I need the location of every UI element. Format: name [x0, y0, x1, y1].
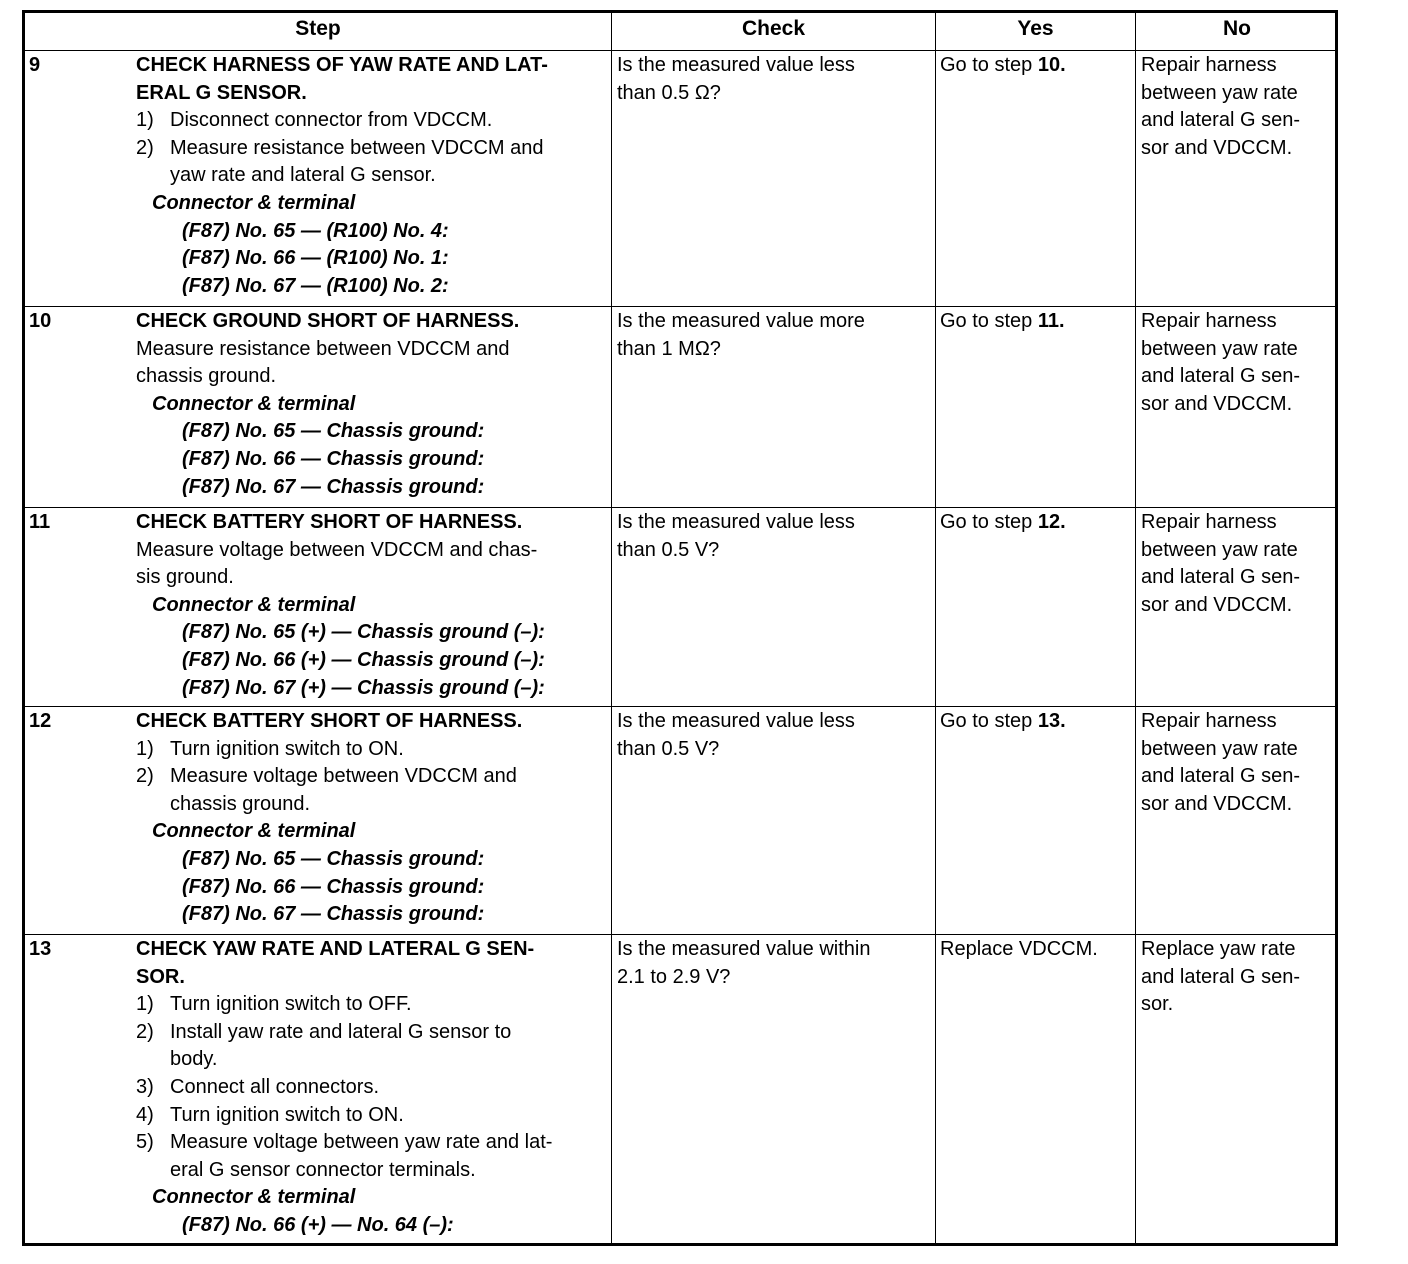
yes-text: [940, 708, 1132, 736]
no-line: and lateral G sen-: [1141, 365, 1300, 388]
check-line: than 0.5 V?: [617, 737, 720, 760]
no-line: sor and VDCCM.: [1141, 392, 1293, 415]
no-line: and lateral G sen-: [1141, 765, 1300, 788]
step-description: [136, 308, 611, 501]
item-text: Turn ignition switch to ON.: [170, 737, 404, 760]
check-line: Is the measured value less: [617, 54, 855, 76]
header-yes: Yes: [1017, 17, 1054, 40]
connector-label: Connector & terminal: [152, 1186, 356, 1209]
list-item: [136, 991, 611, 1019]
item-text: chassis ground.: [170, 792, 311, 815]
column-divider: [611, 13, 612, 1243]
no-line: and lateral G sen-: [1141, 566, 1300, 589]
check-line: Is the measured value within: [617, 938, 871, 960]
step-description: [136, 509, 611, 702]
column-divider: [1135, 13, 1136, 1243]
step-number: 12: [29, 710, 52, 732]
connection: (F87) No. 66 — (R100) No. 1:: [182, 247, 449, 270]
connection: (F87) No. 65 (+) — Chassis ground (–):: [182, 621, 545, 644]
step-title: CHECK HARNESS OF YAW RATE AND LAT-: [136, 54, 548, 76]
step-number: 9: [29, 54, 41, 76]
no-text: [1141, 308, 1336, 418]
yes-step: 10.: [1037, 54, 1066, 76]
list-item: [136, 1129, 611, 1184]
no-line: Replace yaw rate: [1141, 938, 1296, 960]
connector-label: Connector & terminal: [152, 820, 356, 843]
list-item: [136, 1074, 611, 1102]
check-line: than 0.5 Ω?: [617, 81, 721, 104]
yes-text: Replace VDCCM.: [940, 938, 1098, 960]
item-number: 2): [136, 1020, 154, 1043]
item-number: 2): [136, 765, 154, 788]
check-line: than 0.5 V?: [617, 538, 720, 561]
no-line: and lateral G sen-: [1141, 965, 1300, 988]
check-line: Is the measured value less: [617, 710, 855, 732]
step-description: [136, 708, 611, 929]
list-item: [136, 1102, 611, 1130]
item-number: 3): [136, 1075, 154, 1098]
yes-step: 11.: [1037, 310, 1065, 332]
connection: (F87) No. 66 — Chassis ground:: [182, 875, 485, 898]
connection: (F87) No. 66 (+) — No. 64 (–):: [182, 1213, 454, 1236]
yes-text: [940, 308, 1132, 336]
step-description: [136, 936, 611, 1240]
step-title: CHECK YAW RATE AND LATERAL G SEN-: [136, 938, 535, 960]
item-text: yaw rate and lateral G sensor.: [170, 164, 436, 187]
item-number: 1): [136, 109, 154, 132]
check-text: [617, 509, 931, 564]
no-line: between yaw rate: [1141, 737, 1298, 760]
no-line: Repair harness: [1141, 310, 1277, 332]
check-text: [617, 308, 931, 363]
item-text: Turn ignition switch to ON.: [170, 1103, 404, 1126]
no-text: [1141, 936, 1336, 1019]
step-title: CHECK BATTERY SHORT OF HARNESS.: [136, 511, 523, 533]
item-text: Connect all connectors.: [170, 1075, 380, 1098]
item-number: 1): [136, 737, 154, 760]
yes-step: 13.: [1037, 710, 1066, 732]
connection: (F87) No. 66 (+) — Chassis ground (–):: [182, 648, 545, 671]
connection: (F87) No. 67 — (R100) No. 2:: [182, 274, 449, 297]
item-text: Measure resistance between VDCCM and: [170, 136, 544, 159]
list-item: [136, 736, 611, 764]
connection: (F87) No. 67 — Chassis ground:: [182, 475, 485, 498]
item-text: Turn ignition switch to OFF.: [170, 993, 412, 1016]
step-title: CHECK GROUND SHORT OF HARNESS.: [136, 310, 520, 332]
connection: (F87) No. 67 — Chassis ground:: [182, 903, 485, 926]
item-number: 2): [136, 136, 154, 159]
connection: (F87) No. 65 — Chassis ground:: [182, 420, 485, 443]
item-text: Measure voltage between VDCCM and: [170, 765, 517, 788]
list-item: [136, 763, 611, 818]
yes-text: [940, 52, 1132, 80]
step-title: CHECK BATTERY SHORT OF HARNESS.: [136, 710, 523, 732]
body-line: Measure resistance between VDCCM and: [136, 337, 510, 360]
yes-prefix: Go to step: [940, 310, 1038, 332]
step-number: 13: [29, 938, 52, 960]
check-line: than 1 MΩ?: [617, 337, 721, 360]
column-divider: [935, 13, 936, 1243]
no-text: [1141, 52, 1336, 162]
no-line: and lateral G sen-: [1141, 109, 1300, 132]
item-number: 1): [136, 993, 154, 1016]
check-text: [617, 936, 931, 991]
header-step: Step: [295, 17, 341, 40]
check-line: Is the measured value less: [617, 511, 855, 533]
row-divider: [25, 507, 1335, 508]
no-text: [1141, 509, 1336, 619]
yes-step: 12.: [1037, 511, 1066, 533]
header-check: Check: [741, 17, 806, 40]
body-line: Measure voltage between VDCCM and chas-: [136, 538, 538, 561]
step-title: ERAL G SENSOR.: [136, 81, 307, 104]
no-line: between yaw rate: [1141, 81, 1298, 104]
step-number: 10: [29, 310, 52, 332]
body-line: sis ground.: [136, 566, 234, 589]
item-number: 5): [136, 1131, 154, 1154]
step-description: [136, 52, 611, 300]
item-number: 4): [136, 1103, 154, 1126]
no-line: sor and VDCCM.: [1141, 593, 1293, 616]
header-no: No: [1223, 17, 1251, 40]
connection: (F87) No. 67 (+) — Chassis ground (–):: [182, 676, 545, 699]
connector-label: Connector & terminal: [152, 191, 356, 214]
item-text: body.: [170, 1048, 218, 1071]
list-item: [136, 135, 611, 190]
no-text: [1141, 708, 1336, 818]
no-line: sor and VDCCM.: [1141, 792, 1293, 815]
row-divider: [25, 706, 1335, 707]
yes-prefix: Go to step: [940, 54, 1038, 76]
no-line: Repair harness: [1141, 54, 1277, 76]
item-text: Measure voltage between yaw rate and lat-: [170, 1131, 553, 1154]
item-text: Disconnect connector from VDCCM.: [170, 109, 493, 132]
step-number: 11: [29, 511, 51, 533]
check-line: 2.1 to 2.9 V?: [617, 965, 731, 988]
check-text: [617, 708, 931, 763]
connection: (F87) No. 66 — Chassis ground:: [182, 447, 485, 470]
check-line: Is the measured value more: [617, 310, 865, 332]
check-text: [617, 52, 931, 107]
yes-text: [940, 509, 1132, 537]
no-line: Repair harness: [1141, 511, 1277, 533]
no-line: sor and VDCCM.: [1141, 136, 1293, 159]
header-divider: [25, 50, 1335, 51]
yes-prefix: Go to step: [940, 511, 1038, 533]
list-item: [136, 107, 611, 135]
body-line: chassis ground.: [136, 365, 277, 388]
no-line: between yaw rate: [1141, 337, 1298, 360]
no-line: Repair harness: [1141, 710, 1277, 732]
diagnostic-table: [22, 10, 1338, 1246]
connection: (F87) No. 65 — (R100) No. 4:: [182, 219, 449, 242]
row-divider: [25, 306, 1335, 307]
yes-prefix: Go to step: [940, 710, 1038, 732]
item-text: Install yaw rate and lateral G sensor to: [170, 1020, 512, 1043]
step-title: SOR.: [136, 965, 185, 988]
connector-label: Connector & terminal: [152, 392, 356, 415]
list-item: [136, 1019, 611, 1074]
no-line: between yaw rate: [1141, 538, 1298, 561]
row-divider: [25, 934, 1335, 935]
no-line: sor.: [1141, 993, 1174, 1016]
item-text: eral G sensor connector terminals.: [170, 1158, 476, 1181]
connector-label: Connector & terminal: [152, 593, 356, 616]
connection: (F87) No. 65 — Chassis ground:: [182, 847, 485, 870]
